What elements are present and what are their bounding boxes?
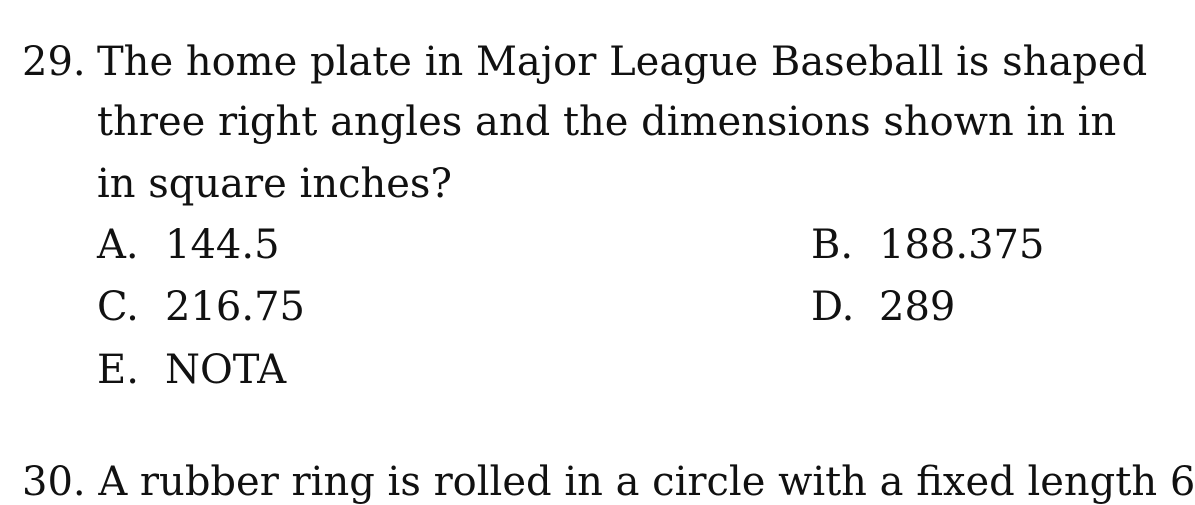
- choice-letter: E.: [97, 347, 139, 393]
- question-text-line-1: The home plate in Major League Baseball is shaped: [97, 39, 1148, 85]
- next-question-partial-line: 30. A rubber ring is rolled in a circle with a fixed length 6: [22, 459, 1195, 505]
- choice-value: 289: [879, 284, 956, 330]
- choice-letter: D.: [811, 284, 855, 330]
- question-text-line-3: in square inches?: [97, 161, 452, 207]
- choice-value: NOTA: [165, 347, 287, 393]
- choice-letter: C.: [97, 284, 139, 330]
- question-text-line-2: three right angles and the dimensions shown in in: [97, 99, 1117, 145]
- choice-value: 188.375: [879, 222, 1045, 268]
- choice-value: 144.5: [165, 222, 280, 268]
- choice-letter: B.: [811, 222, 854, 268]
- question-number: 29.: [22, 39, 86, 85]
- choice-letter: A.: [97, 222, 139, 268]
- choice-value: 216.75: [165, 284, 305, 330]
